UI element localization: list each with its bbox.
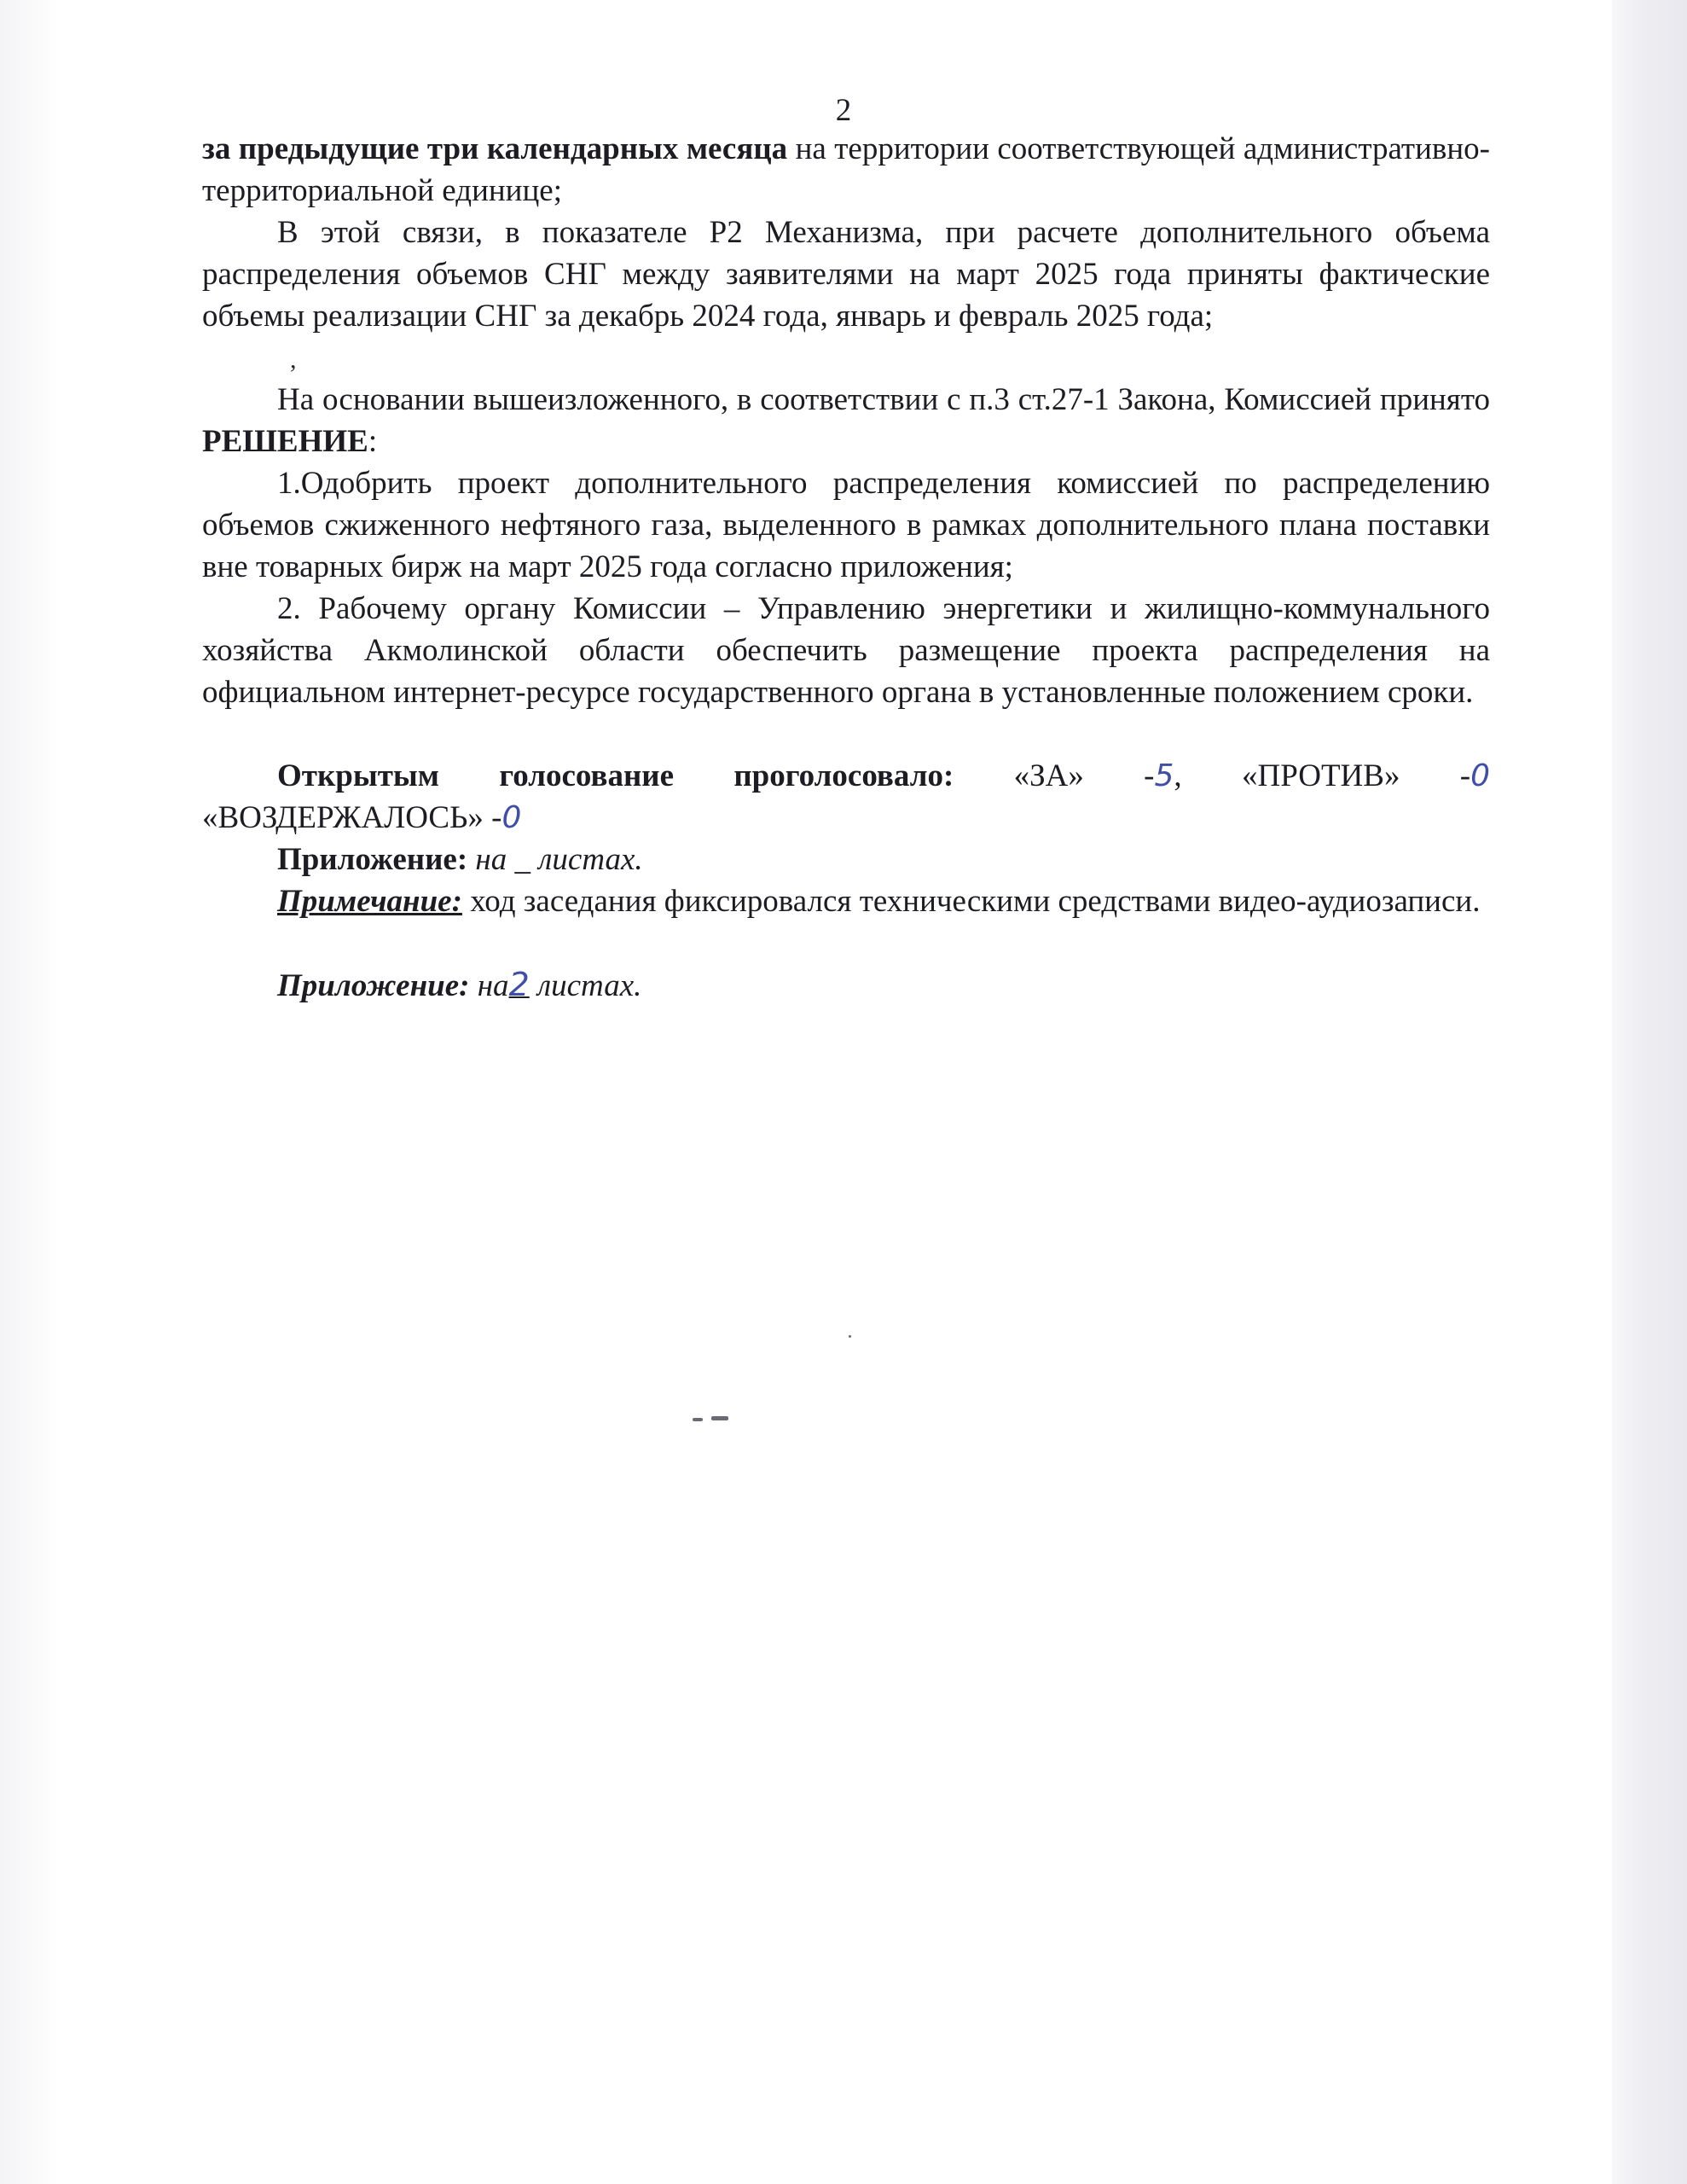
appendix-prefix-2: на [469,968,509,1003]
spacer [202,713,1490,755]
note-line [202,880,1490,922]
spacer [202,922,1490,964]
appendix-label-1: Приложение: [277,842,468,877]
voting-label-word-2: голосование [499,758,675,793]
decision-heading: РЕШЕНИЕ [202,424,368,459]
scan-speck [849,1335,851,1338]
note-label: Примечание: [277,884,462,919]
vote-against-label: «ПРОТИВ» [1241,758,1400,793]
paragraph-period-bold: за предыдущие три календарных месяца [202,131,788,166]
note-text: ход заседания фиксировался техническими средствами видео-аудиозаписи. [461,884,1481,919]
decision-item-2: 2. Рабочему органу Комиссии – Управлению энергетики и жилищно-коммунального хозяйства Акмолинской области обеспечить размещение проекта распределения на официальном интернет-ресурсе государственного органа в установленные положением сроки. [202,591,1490,710]
scan-shadow-right [1612,0,1687,2184]
vote-for-dash: - [1144,758,1155,793]
vote-against-group [1460,755,1490,797]
vote-abstain-line [202,797,1490,839]
stray-mark-line [202,337,1490,379]
vote-for-handwritten-value: 5 [1154,758,1174,793]
page-number: 2 [835,93,852,128]
vote-against-handwritten-value: 0 [1470,758,1490,793]
paragraph-decision [202,379,1490,462]
decision-colon: : [368,424,378,459]
appendix-text-1: на _ листах. [467,842,643,877]
appendix-line-2 [202,964,1490,1007]
stray-mark: , [290,346,297,374]
document-body [202,128,1490,1007]
voting-label-word-3: проголосовало: [733,758,954,793]
appendix-handwritten-count: 2 [508,966,530,1003]
vote-against-dash: - [1459,758,1471,793]
vote-abstain-handwritten-value: 0 [501,800,522,835]
appendix-line-1 [202,839,1490,880]
scan-speck [711,1416,728,1420]
voting-label-word-1: Открытым [277,758,440,793]
decision-item-1: 1.Одобрить проект дополнительного распределения комиссией по распределению объемов сжиженного нефтяного газа, выделенного в рамках дополнительного плана поставки вне товарных бирж на март 2025 года согласно приложения; [202,466,1490,584]
scan-shadow-left [0,0,60,2184]
vote-for-label: «ЗА» [1013,758,1084,793]
paragraph-period [202,128,1490,212]
vote-for-comma: , [1174,758,1182,793]
paragraph-indicator-p2: В этой связи, в показателе Р2 Механизма, при расчете дополнительного объема распределения объемов СНГ между заявителями на март 2025 года приняты фактические объемы реализации СНГ за декабрь 2024 года, январь и февраль 2025 года; [202,215,1490,334]
appendix-suffix-2: листах. [529,968,642,1003]
paragraph-period-rest: на территории соответствующей административно-территориальной единице; [202,131,1490,208]
paragraph-decision-text: На основании вышеизложенного, в соответствии с п.3 ст.27-1 Закона, Комиссией принято [277,382,1490,417]
appendix-label-2: Приложение: [277,968,470,1003]
vote-abstain-label: «ВОЗДЕРЖАЛОСЬ» - [202,800,502,835]
scan-speck [693,1418,703,1421]
voting-line [202,755,1490,797]
vote-for-group [1144,755,1181,797]
